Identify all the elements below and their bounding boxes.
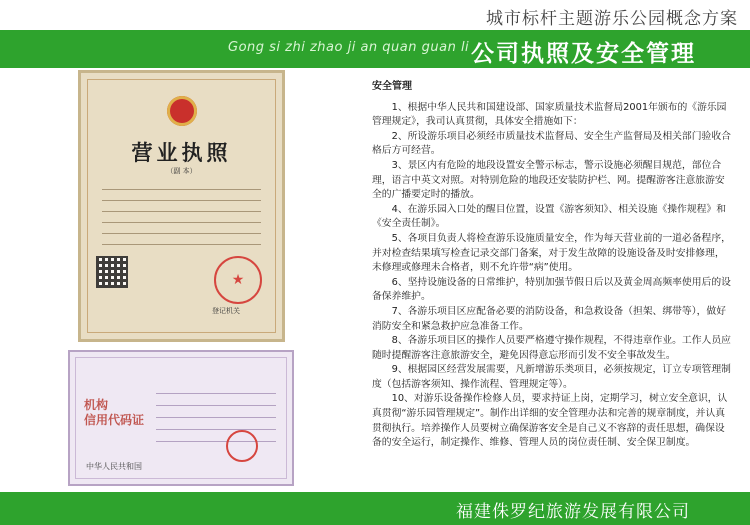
document-series-title: 城市标杆主题游乐公园概念方案: [486, 9, 738, 29]
section-title: 公司执照及安全管理: [471, 41, 696, 67]
license-title: 营业执照: [131, 141, 232, 165]
paragraph-1: 1、根据中华人民共和国建设部、国家质量技术监督局2001年颁布的《游乐园管理规定》，我司认真贯彻，具体安全措施如下：: [372, 101, 727, 128]
org-card-footer: 中华人民共和国: [86, 462, 142, 471]
license-border: [87, 79, 276, 333]
org-seal-icon: [226, 430, 258, 462]
paragraph-7: 7、各游乐项目区应配备必要的消防设备，和急救设备（担架、绑带等），做好消防安全和紧急救护应急准备工作。: [372, 305, 727, 332]
qr-code-icon: [96, 256, 128, 288]
paragraph-8: 8、各游乐项目区的操作人员要严格遵守操作规程，不得违章作业。工作人员应随时提醒游客注意旅游安全，避免因得意忘形而引发不安全事故发生。: [372, 335, 731, 361]
top-bar: [0, 0, 750, 30]
paragraph-9: 9、根据园区经营发展需要，凡新增游乐类项目，必须按规定，订立专项管理制度（包括游客须知、操作流程、管理规定等）。: [372, 364, 731, 390]
org-code-certificate-image: [68, 350, 294, 486]
org-card-stamp: 机构 信用代码证: [84, 398, 145, 427]
certificates-panel: [0, 68, 357, 492]
org-detail-lines: [156, 388, 276, 448]
paragraph-10: 10、对游乐设备操作检修人员，要求持证上岗，定期学习，树立安全意识，认真贯彻“游乐园管理规定”。制作出详细的安全管理办法和完善的规章制度，并认真贯彻执行。培养操作人员要树立确保游客安全是自己义不容辞的责任思想，确保设备的安全运行，制定操作、维修、管理人员的岗位责任制、安全保卫制度。: [372, 393, 728, 449]
paragraph-3: 3、景区内有危险的地段设置安全警示标志，警示设施必须醒目规范，部位合理，语言中英文对照。对特别危险的地段还安装防护栏、网。提醒游客注意旅游安全的广播要定时的播放。: [372, 159, 725, 201]
national-emblem-icon: [167, 96, 197, 126]
org-card-border: [75, 357, 287, 479]
safety-management-text: [372, 80, 732, 451]
license-authority: 登记机关: [212, 307, 240, 315]
paragraph-5: 5、各项目负责人将检查游乐设施质量安全，作为每天营业前的一道必备程序，并对检查结果填写检查记录交部门备案，对于发生故障的设施设备及时安排修理，未修理或修理未合格者，则不允许带“病”使用。: [372, 232, 731, 274]
paragraph-6: 6、坚持设施设备的日常维护，特别加强节假日后以及黄金周高频率使用后的设备保养维护。: [372, 276, 731, 303]
content-heading: 安全管理: [372, 81, 412, 92]
license-detail-lines: [102, 184, 261, 250]
paragraph-2: 2、所设游乐项目必须经市质量技术监督局、安全生产监督局及相关部门验收合格后方可经营。: [372, 130, 731, 157]
business-license-image: [78, 70, 285, 342]
company-name: 福建侏罗纪旅游发展有限公司: [456, 502, 690, 522]
official-seal-icon: ★: [214, 256, 262, 304]
license-copy-label: （副 本）: [166, 167, 197, 175]
paragraph-4: 4、在游乐园入口处的醒目位置，设置《游客须知》、相关设施《操作规程》和《安全责任制》。: [372, 203, 727, 230]
section-pinyin: Gong si zhi zhao ji an quan guan li: [228, 40, 470, 55]
